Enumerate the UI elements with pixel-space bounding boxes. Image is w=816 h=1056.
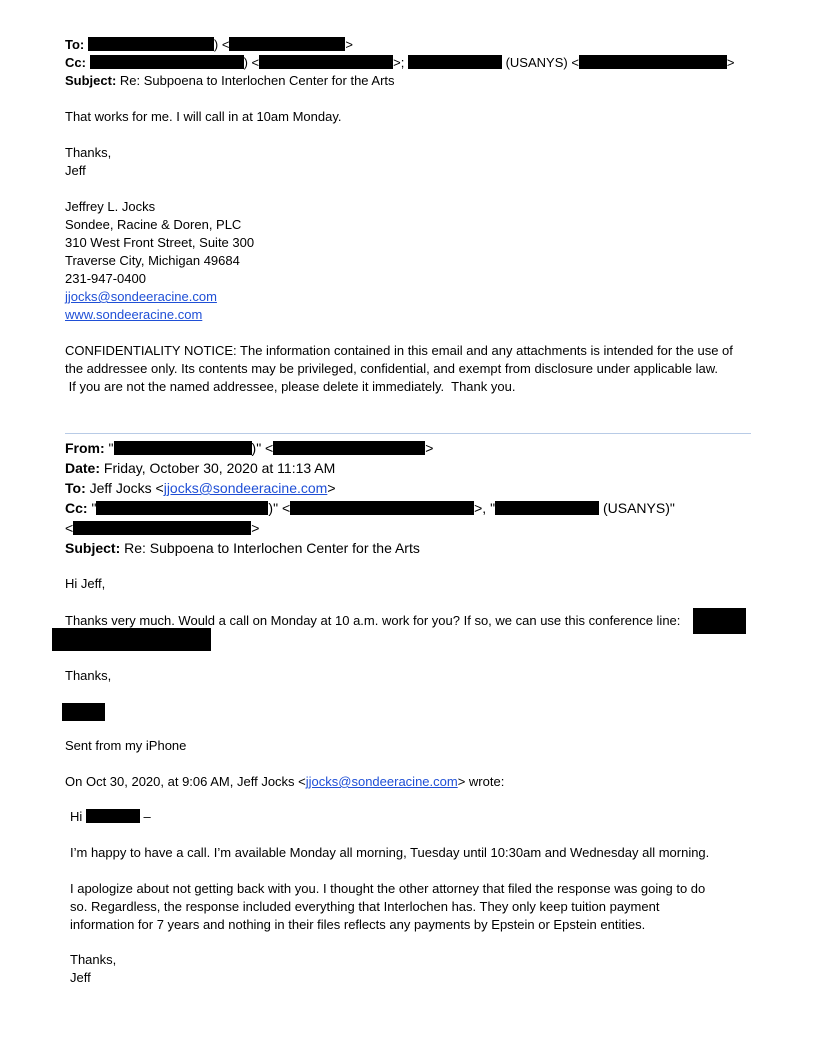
subject-line [65,538,420,558]
subject-text: Re: Subpoena to Interlochen Center for the Arts [119,73,395,88]
sent-from: Sent from my iPhone [65,738,187,753]
redacted-block [96,501,268,515]
quoted-body: information for 7 years and nothing in their files reflects any payments by Epstein or Epstein entities. [70,917,646,932]
email1-body: That works for me. I will call in at 10am Monday. [65,109,342,124]
quoted-header [65,773,504,791]
confidentiality-line: the addressee only. Its contents may be privileged, confidential, and exempt from disclosure under applicable law. [65,361,719,376]
redacted-block [52,628,211,651]
to-line: To: Jeff Jocks <jjocks@sondeeracine.com> [65,480,336,496]
quoted-body: so. Regardless, the response included everything that Interlochen has. They only keep tuition payment [70,899,660,914]
email2-greeting: Hi Jeff, [65,576,106,591]
signature-address1: 310 West Front Street, Suite 300 [65,235,255,250]
cc-label: Cc: [65,500,88,516]
cc-label: Cc: [65,55,86,70]
redacted-block [290,501,474,515]
signature-name: Jeffrey L. Jocks [65,199,156,214]
subject-line [65,72,395,90]
email1-signoff: Jeff [65,163,86,178]
signature-firm: Sondee, Racine & Doren, PLC [65,217,242,232]
date-label: Date: [65,460,101,476]
signature-phone: 231-947-0400 [65,271,146,286]
date-text: Friday, October 30, 2020 at 11:13 AM [103,460,336,476]
quoted-hi: Hi [70,809,83,824]
redacted-block [259,55,393,69]
from-line: From: " )" < > [65,440,434,456]
quoted-greeting [70,808,151,826]
quoted-thanks: Thanks, [70,952,117,967]
to-email-link[interactable]: jjocks@sondeeracine.com [163,480,328,496]
quoted-header-suffix: > wrote: [457,774,505,789]
usanys-label: (USANYS)" [602,500,675,516]
confidentiality-line: If you are not the named addressee, please delete it immediately. Thank you. [65,379,516,394]
date-line [65,458,335,478]
redacted-block [495,501,599,515]
redacted-block [73,521,251,535]
signature-email-link[interactable]: jjocks@sondeeracine.com [65,289,217,304]
quoted-body: I’m happy to have a call. I’m available Monday all morning, Tuesday until 10:30am and Wednesday all morning. [70,845,710,860]
subject-text: Re: Subpoena to Interlochen Center for the Arts [124,540,420,556]
redacted-block [88,37,214,51]
quoted-signoff: Jeff [70,970,91,985]
redacted-block [86,809,140,823]
message-divider [65,433,751,434]
to-label: To: [65,37,85,52]
to-label: To: [65,480,86,496]
redacted-block [90,55,244,69]
redacted-block [273,441,425,455]
email2-thanks: Thanks, [65,668,112,683]
subject-label: Subject: [65,73,117,88]
usanys-label: (USANYS) [505,55,568,70]
cc-line: Cc: " )" < >, " (USANYS)" [65,500,675,516]
redacted-block [579,55,727,69]
email2-body: Thanks very much. Would a call on Monday at 10 a.m. work for you? If so, we can use this conference line: [65,613,681,628]
to-line: To: ) < > [65,37,354,52]
signature-website-link[interactable]: www.sondeeracine.com [65,307,203,322]
cc-line: Cc: ) < >; (USANYS) < > [65,55,735,70]
from-label: From: [65,440,105,456]
signature-address2: Traverse City, Michigan 49684 [65,253,240,268]
quoted-body: I apologize about not getting back with you. I thought the other attorney that filed the response was going to do [70,881,706,896]
confidentiality-line: CONFIDENTIALITY NOTICE: The information contained in this email and any attachments is intended for the use of [65,343,733,358]
subject-label: Subject: [65,540,121,556]
quoted-email-link[interactable]: jjocks@sondeeracine.com [305,774,458,789]
cc-line-continued: < > [65,520,260,536]
redacted-block [229,37,345,51]
redacted-block [693,608,746,634]
redacted-block [114,441,252,455]
redacted-block [62,703,105,721]
email1-thanks: Thanks, [65,145,112,160]
quoted-header-prefix: On Oct 30, 2020, at 9:06 AM, Jeff Jocks < [65,774,306,789]
redacted-block [408,55,502,69]
to-name: Jeff Jocks [89,480,152,496]
quoted-dash: – [143,809,151,824]
